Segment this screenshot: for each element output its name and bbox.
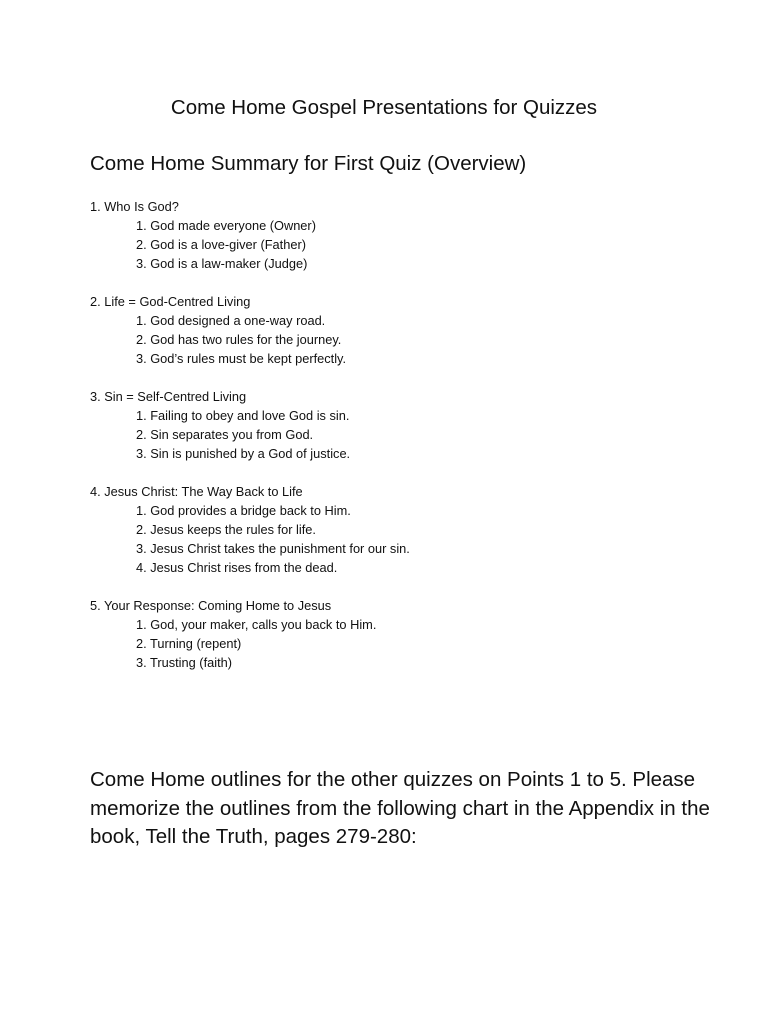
section-title: 2. Life = God-Centred Living (90, 294, 251, 309)
list-item: 1. God made everyone (Owner) (136, 218, 316, 233)
section-title: 3. Sin = Self-Centred Living (90, 389, 247, 404)
outline-section-3 (90, 387, 690, 463)
list-item: 4. Jesus Christ rises from the dead. (136, 560, 338, 575)
closing-paragraph: Come Home outlines for the other quizzes on Points 1 to 5. Please memorize the outlines from the following chart in the Appendix in the book, Tell the Truth, pages 279-280: (90, 768, 710, 848)
list-item: 2. Jesus keeps the rules for life. (136, 522, 316, 537)
list-item: 1. God provides a bridge back to Him. (136, 503, 351, 518)
list-item: 3. Sin is punished by a God of justice. (136, 446, 351, 461)
list-item: 2. God has two rules for the journey. (136, 332, 342, 347)
list-item: 1. God designed a one-way road. (136, 313, 326, 328)
list-item: 3. God is a law-maker (Judge) (136, 256, 308, 271)
list-item: 2. Turning (repent) (136, 636, 242, 651)
outline-section-1 (90, 197, 690, 273)
list-item: 1. God, your maker, calls you back to Him. (136, 617, 377, 632)
outline-section-2 (90, 292, 690, 368)
list-item: 2. Sin separates you from God. (136, 427, 314, 442)
section-title: 1. Who Is God? (90, 199, 179, 214)
outline-list (90, 197, 690, 691)
list-item: 3. God’s rules must be kept perfectly. (136, 351, 347, 366)
outline-section-5 (90, 596, 690, 672)
section-title: 4. Jesus Christ: The Way Back to Life (90, 484, 303, 499)
list-item: 3. Jesus Christ takes the punishment for our sin. (136, 541, 410, 556)
list-item: 3. Trusting (faith) (136, 655, 233, 670)
document-title: Come Home Gospel Presentations for Quizzes (170, 96, 598, 119)
section-title: 5. Your Response: Coming Home to Jesus (90, 598, 332, 613)
outline-section-4 (90, 482, 690, 577)
summary-heading: Come Home Summary for First Quiz (Overview) (90, 152, 527, 175)
list-item: 1. Failing to obey and love God is sin. (136, 408, 350, 423)
list-item: 2. God is a love-giver (Father) (136, 237, 306, 252)
